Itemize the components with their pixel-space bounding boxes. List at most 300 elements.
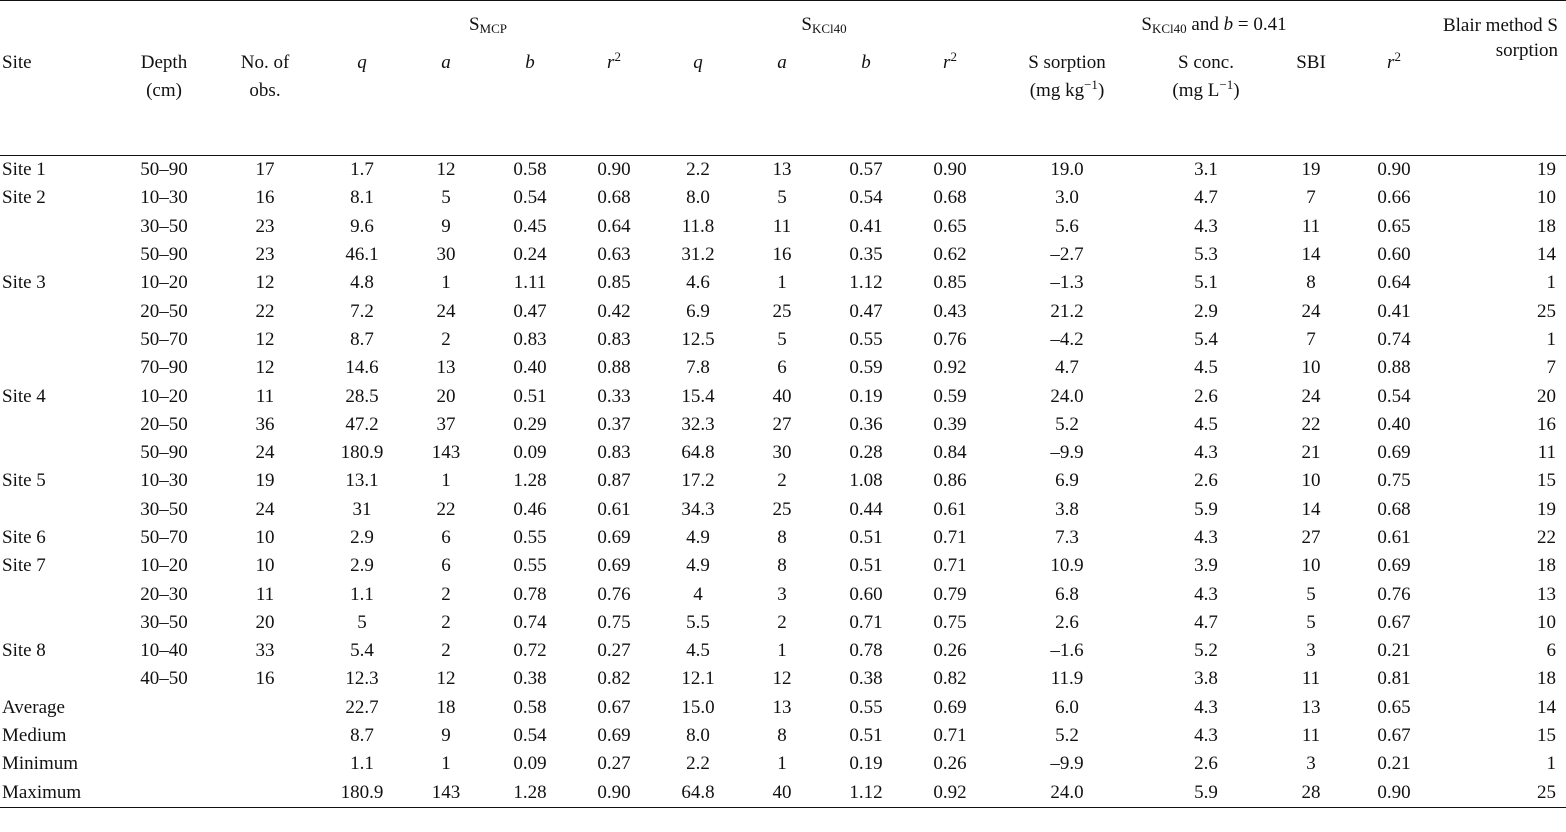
- cell-obs: 33: [255, 640, 275, 662]
- cell-s-sorption: 5.6: [1055, 215, 1079, 237]
- cell-mcp-b: 0.54: [513, 725, 547, 747]
- cell-kcl-r2: 0.59: [933, 385, 967, 407]
- table-row: [0, 269, 1566, 297]
- cell-kcl-a: 30: [772, 442, 792, 464]
- cell-s-conc: 2.9: [1194, 300, 1218, 322]
- cell-obs: 16: [255, 668, 275, 690]
- cell-s-sorption: 2.6: [1055, 611, 1079, 633]
- cell-mcp-a: 5: [441, 187, 451, 209]
- cell-depth: 10–30: [140, 470, 188, 492]
- cell-kcl-q: 64.8: [681, 781, 715, 803]
- cell-mcp-b: 0.40: [513, 357, 547, 379]
- cell-kcl-r2: 0.61: [933, 498, 967, 520]
- cell-sbi: 28: [1301, 781, 1321, 803]
- cell-s-sorption: 5.2: [1055, 725, 1079, 747]
- cell-mcp-a: 30: [436, 244, 456, 266]
- cell-obs: 36: [255, 413, 275, 435]
- header-sorption: [992, 49, 1142, 156]
- cell-mcp-a: 12: [436, 159, 456, 181]
- header-kcl-q: [656, 49, 740, 156]
- table-row: [0, 439, 1566, 467]
- cell-s-conc: 5.2: [1194, 640, 1218, 662]
- cell-kcl-a: 25: [772, 498, 792, 520]
- cell-mcp-r2: 0.68: [597, 187, 631, 209]
- cell-mcp-q: 5.4: [350, 640, 374, 662]
- cell-obs: 10: [255, 527, 275, 548]
- cell-sbi: 3: [1306, 640, 1316, 662]
- cell-mcp-q: 28.5: [345, 385, 379, 407]
- cell-obs: 12: [255, 272, 275, 294]
- cell-kcl-b: 0.71: [849, 611, 883, 633]
- cell-mcp-q: 1.1: [350, 583, 374, 605]
- cell-blair-sorption: 25: [1537, 781, 1556, 803]
- table-row: [0, 552, 1566, 580]
- cell-mcp-a: 143: [431, 442, 461, 464]
- cell-site: [0, 354, 118, 382]
- cell-s-conc: 2.6: [1194, 385, 1218, 407]
- header-sorption-unit: (mg kg: [1029, 80, 1085, 101]
- cell-mcp-q: 7.2: [350, 300, 374, 322]
- cell-kcl-q: 8.0: [686, 725, 710, 747]
- cell-obs: 23: [255, 215, 275, 237]
- header-r-sup: 2: [1394, 49, 1401, 64]
- cell-mcp-a: 12: [436, 668, 456, 690]
- cell-s-sorption: –4.2: [1050, 328, 1084, 350]
- cell-kcl-q: 4.5: [686, 640, 710, 662]
- cell-kcl-a: 8: [777, 725, 787, 747]
- header-b-text: b: [861, 52, 871, 73]
- cell-mcp-a: 2: [441, 583, 451, 605]
- column-header-row: [0, 49, 1566, 156]
- cell-kcl-r2: 0.75: [933, 611, 967, 633]
- cell-obs: 22: [255, 300, 275, 322]
- cell-kcl-a: 8: [777, 527, 787, 548]
- table-row: [0, 722, 1566, 750]
- cell-kcl-r2: 0.86: [933, 470, 967, 492]
- cell-mcp-b: 0.51: [513, 385, 547, 407]
- cell-blair-sorption: 6: [1546, 640, 1556, 662]
- cell-obs: 24: [255, 442, 275, 464]
- cell-blair-sorption: 15: [1537, 470, 1556, 492]
- cell-mcp-a: 24: [436, 300, 456, 322]
- group-kclb-and: and: [1186, 13, 1224, 35]
- cell-kcl-b: 0.47: [849, 300, 883, 322]
- cell-s-conc: 4.3: [1194, 442, 1218, 464]
- cell-s-conc: 5.9: [1194, 498, 1218, 520]
- cell-kcl-q: 34.3: [681, 498, 715, 520]
- cell-mcp-r2: 0.69: [597, 527, 631, 548]
- header-a-text: a: [441, 52, 451, 73]
- cell-kcl-b: 0.44: [849, 498, 883, 520]
- cell-obs: 12: [255, 328, 275, 350]
- cell-blair-sorption: 19: [1537, 498, 1556, 520]
- cell-kcl-a: 2: [777, 611, 787, 633]
- cell-mcp-r2: 0.63: [597, 244, 631, 266]
- table-row: [0, 297, 1566, 325]
- cell-mcp-b: 1.11: [513, 272, 547, 294]
- cell-s-conc: 4.3: [1194, 215, 1218, 237]
- cell-kcl-q: 2.2: [686, 753, 710, 775]
- cell-kcl-q: 31.2: [681, 244, 715, 266]
- cell-kcl-b: 0.78: [849, 640, 883, 662]
- cell-site: Maximum: [2, 781, 82, 803]
- cell-s-conc: 5.9: [1194, 781, 1218, 803]
- cell-kclb-r2: 0.60: [1377, 244, 1411, 266]
- table-row: [0, 382, 1566, 410]
- cell-s-conc: 4.3: [1194, 725, 1218, 747]
- cell-sbi: 11: [1301, 725, 1321, 747]
- cell-s-sorption: 24.0: [1050, 385, 1084, 407]
- cell-mcp-r2: 0.69: [597, 555, 631, 577]
- cell-kcl-q: 64.8: [681, 442, 715, 464]
- cell-s-conc: 4.7: [1194, 187, 1218, 209]
- cell-mcp-a: 13: [436, 357, 456, 379]
- cell-mcp-a: 22: [436, 498, 456, 520]
- cell-mcp-b: 0.72: [513, 640, 547, 662]
- cell-obs: 12: [255, 357, 275, 379]
- cell-depth: 10–20: [140, 272, 188, 294]
- cell-sbi: 11: [1301, 215, 1321, 237]
- cell-kcl-b: 1.08: [849, 470, 883, 492]
- group-kcl-sub: KCl40: [811, 20, 847, 36]
- cell-mcp-b: 0.78: [513, 583, 547, 605]
- cell-mcp-r2: 0.61: [597, 498, 631, 520]
- cell-kcl-r2: 0.39: [933, 413, 967, 435]
- cell-site: [0, 326, 118, 354]
- cell-kclb-r2: 0.66: [1377, 187, 1411, 209]
- cell-kcl-b: 0.60: [849, 583, 883, 605]
- header-mcp-a: [404, 49, 488, 156]
- cell-mcp-r2: 0.76: [597, 583, 631, 605]
- cell-blair-sorption: 14: [1537, 244, 1556, 266]
- group-mcp-header: [320, 1, 656, 49]
- cell-s-conc: 2.6: [1194, 753, 1218, 775]
- cell-obs: [210, 779, 320, 808]
- cell-kclb-r2: 0.54: [1377, 385, 1411, 407]
- cell-mcp-b: 0.24: [513, 244, 547, 266]
- table-row: [0, 580, 1566, 608]
- cell-mcp-b: 1.28: [513, 781, 547, 803]
- cell-kcl-q: 15.4: [681, 385, 715, 407]
- cell-s-conc: 5.1: [1194, 272, 1218, 294]
- cell-kcl-a: 13: [772, 159, 792, 181]
- cell-blair-sorption: 7: [1546, 357, 1556, 379]
- header-depth: [118, 49, 210, 156]
- cell-depth: 10–40: [140, 640, 188, 662]
- cell-depth: 10–20: [140, 555, 188, 577]
- cell-blair-sorption: 22: [1537, 527, 1556, 548]
- cell-mcp-q: 31: [352, 498, 372, 520]
- cell-mcp-r2: 0.37: [597, 413, 631, 435]
- cell-blair-sorption: 1: [1546, 328, 1556, 350]
- header-r-text: r: [943, 52, 951, 73]
- table-row: [0, 467, 1566, 495]
- cell-site: [0, 665, 118, 693]
- cell-kcl-q: 17.2: [681, 470, 715, 492]
- header-conc-line1: S conc.: [1178, 52, 1234, 73]
- cell-sbi: 5: [1306, 611, 1316, 633]
- bottom-rule: [0, 807, 1566, 808]
- cell-depth: 20–30: [140, 583, 188, 605]
- header-sbi: SBI: [1296, 52, 1326, 73]
- cell-mcp-q: 14.6: [345, 357, 379, 379]
- cell-kcl-q: 4: [693, 583, 703, 605]
- cell-site: [0, 609, 118, 637]
- cell-mcp-r2: 0.42: [597, 300, 631, 322]
- header-depth-line2: (cm): [146, 80, 182, 101]
- cell-obs: 11: [255, 385, 275, 407]
- table-row: [0, 241, 1566, 269]
- cell-site: Site 8: [2, 640, 46, 662]
- cell-mcp-r2: 0.87: [597, 470, 631, 492]
- cell-kcl-q: 32.3: [681, 413, 715, 435]
- cell-s-sorption: 7.3: [1055, 527, 1079, 548]
- header-kcl-r2: [908, 49, 992, 156]
- table-row: [0, 411, 1566, 439]
- cell-site: [0, 439, 118, 467]
- cell-sbi: 11: [1301, 668, 1321, 690]
- cell-s-sorption: 24.0: [1050, 781, 1084, 803]
- cell-depth: 30–50: [140, 498, 188, 520]
- table-row: [0, 637, 1566, 665]
- header-kcl-a: [740, 49, 824, 156]
- cell-kcl-a: 27: [772, 413, 792, 435]
- header-r-text: r: [1387, 52, 1395, 73]
- cell-s-sorption: 10.9: [1050, 555, 1084, 577]
- cell-kcl-q: 15.0: [681, 696, 715, 718]
- cell-obs: [210, 750, 320, 778]
- cell-depth: 70–90: [140, 357, 188, 379]
- header-sorption-sup: −1: [1084, 77, 1098, 92]
- cell-site: Site 3: [2, 272, 46, 294]
- cell-depth: 50–70: [140, 527, 188, 548]
- cell-kcl-q: 11.8: [681, 215, 715, 237]
- cell-blair-sorption: 15: [1537, 725, 1556, 747]
- cell-kcl-r2: 0.82: [933, 668, 967, 690]
- cell-kclb-r2: 0.40: [1377, 413, 1411, 435]
- cell-mcp-b: 0.58: [513, 159, 547, 181]
- cell-mcp-a: 1: [441, 470, 451, 492]
- cell-mcp-q: 46.1: [345, 244, 379, 266]
- group-kclb-sub: KCl40: [1152, 20, 1187, 36]
- cell-depth: [118, 694, 210, 722]
- cell-kclb-r2: 0.90: [1377, 781, 1411, 803]
- cell-s-sorption: –2.7: [1050, 244, 1084, 266]
- cell-kcl-q: 5.5: [686, 611, 710, 633]
- cell-mcp-r2: 0.27: [597, 753, 631, 775]
- cell-kcl-q: 8.0: [686, 187, 710, 209]
- cell-kclb-r2: 0.68: [1377, 498, 1411, 520]
- cell-depth: 40–50: [140, 668, 188, 690]
- cell-kcl-r2: 0.90: [933, 159, 967, 181]
- cell-mcp-q: 8.7: [350, 328, 374, 350]
- cell-s-conc: 3.8: [1194, 668, 1218, 690]
- cell-mcp-q: 13.1: [345, 470, 379, 492]
- cell-depth: [118, 722, 210, 750]
- header-sorption-close: ): [1097, 80, 1105, 101]
- cell-kclb-r2: 0.67: [1377, 611, 1411, 633]
- cell-blair-sorption: 20: [1537, 385, 1556, 407]
- cell-kcl-b: 0.57: [849, 159, 883, 181]
- cell-mcp-a: 1: [441, 753, 451, 775]
- cell-kcl-a: 40: [772, 781, 792, 803]
- cell-blair-sorption: 18: [1537, 215, 1556, 237]
- cell-kcl-a: 8: [777, 555, 787, 577]
- cell-blair-sorption: 25: [1537, 300, 1556, 322]
- cell-site: [0, 297, 118, 325]
- cell-sbi: 27: [1301, 527, 1321, 548]
- cell-kcl-a: 1: [777, 272, 787, 294]
- cell-kcl-r2: 0.76: [933, 328, 967, 350]
- cell-kcl-r2: 0.69: [933, 696, 967, 718]
- cell-kcl-r2: 0.92: [933, 781, 967, 803]
- cell-sbi: 13: [1301, 696, 1321, 718]
- cell-mcp-b: 0.38: [513, 668, 547, 690]
- cell-mcp-a: 9: [441, 215, 451, 237]
- group-kcl-s: S: [801, 13, 812, 35]
- cell-kcl-q: 4.9: [686, 555, 710, 577]
- cell-s-sorption: 11.9: [1050, 668, 1084, 690]
- cell-kclb-r2: 0.65: [1377, 215, 1411, 237]
- cell-mcp-q: 2.9: [350, 527, 374, 548]
- header-conc-close: ): [1233, 80, 1240, 101]
- cell-mcp-b: 0.55: [513, 555, 547, 577]
- cell-obs: 24: [255, 498, 275, 520]
- cell-kcl-b: 0.59: [849, 357, 883, 379]
- cell-kcl-b: 0.51: [849, 555, 883, 577]
- cell-mcp-q: 12.3: [345, 668, 379, 690]
- cell-mcp-b: 0.09: [513, 753, 547, 775]
- cell-site: [0, 580, 118, 608]
- cell-kcl-q: 4.9: [686, 527, 710, 548]
- cell-site: Site 5: [2, 470, 46, 492]
- cell-sbi: 14: [1301, 244, 1321, 266]
- cell-s-sorption: –1.3: [1050, 272, 1084, 294]
- cell-mcp-a: 143: [431, 781, 461, 803]
- cell-s-conc: 3.1: [1194, 159, 1218, 181]
- cell-mcp-r2: 0.33: [597, 385, 631, 407]
- table-row: [0, 184, 1566, 212]
- cell-blair-sorption: 14: [1537, 696, 1556, 718]
- cell-mcp-q: 1.1: [350, 753, 374, 775]
- cell-s-sorption: 21.2: [1050, 300, 1084, 322]
- cell-kcl-b: 0.51: [849, 527, 883, 548]
- cell-kclb-r2: 0.65: [1377, 696, 1411, 718]
- cell-s-sorption: 6.0: [1055, 696, 1079, 718]
- cell-kclb-r2: 0.41: [1377, 300, 1411, 322]
- cell-depth: 50–90: [140, 244, 188, 266]
- cell-depth: 10–20: [140, 385, 188, 407]
- cell-depth: 50–90: [140, 159, 188, 181]
- table-row: [0, 779, 1566, 808]
- header-obs: [210, 49, 320, 156]
- cell-s-conc: 4.5: [1194, 413, 1218, 435]
- cell-kclb-r2: 0.90: [1377, 159, 1411, 181]
- group-kclb-s: S: [1141, 13, 1152, 35]
- header-mcp-b: [488, 49, 572, 156]
- cell-kcl-b: 1.12: [849, 781, 883, 803]
- cell-obs: 20: [255, 611, 275, 633]
- header-a-text: a: [777, 52, 787, 73]
- cell-site: [0, 496, 118, 524]
- cell-mcp-b: 0.47: [513, 300, 547, 322]
- cell-kcl-r2: 0.65: [933, 215, 967, 237]
- cell-site: Site 7: [2, 555, 46, 577]
- cell-depth: 30–50: [140, 611, 188, 633]
- cell-s-conc: 2.6: [1194, 470, 1218, 492]
- cell-mcp-a: 6: [441, 555, 451, 577]
- cell-kclb-r2: 0.69: [1377, 442, 1411, 464]
- table-row: [0, 694, 1566, 722]
- cell-s-conc: 5.4: [1194, 328, 1218, 350]
- header-r-text: r: [607, 52, 615, 73]
- header-depth-line1: Depth: [140, 52, 188, 73]
- cell-sbi: 19: [1301, 159, 1321, 181]
- cell-mcp-b: 0.58: [513, 696, 547, 718]
- cell-kcl-q: 7.8: [686, 357, 710, 379]
- cell-site: [0, 213, 118, 241]
- cell-kclb-r2: 0.67: [1377, 725, 1411, 747]
- cell-depth: 50–70: [140, 328, 188, 350]
- cell-site: Site 1: [2, 159, 46, 181]
- cell-kclb-r2: 0.88: [1377, 357, 1411, 379]
- cell-mcp-q: 1.7: [350, 159, 374, 181]
- cell-sbi: 5: [1306, 583, 1316, 605]
- cell-mcp-a: 2: [441, 640, 451, 662]
- cell-mcp-r2: 0.85: [597, 272, 631, 294]
- group-header-row: [0, 1, 1566, 49]
- cell-mcp-q: 8.1: [350, 187, 374, 209]
- cell-kcl-a: 3: [777, 583, 787, 605]
- cell-mcp-b: 0.29: [513, 413, 547, 435]
- cell-mcp-b: 0.74: [513, 611, 547, 633]
- cell-sbi: 7: [1306, 328, 1316, 350]
- table-row: [0, 156, 1566, 184]
- header-mcp-q: [320, 49, 404, 156]
- cell-site: Site 4: [2, 385, 46, 407]
- cell-kcl-a: 6: [777, 357, 787, 379]
- cell-kcl-r2: 0.68: [933, 187, 967, 209]
- cell-mcp-b: 0.46: [513, 498, 547, 520]
- cell-depth: 20–50: [140, 300, 188, 322]
- cell-mcp-r2: 0.90: [597, 781, 631, 803]
- cell-blair-sorption: 10: [1537, 611, 1556, 633]
- cell-kcl-r2: 0.79: [933, 583, 967, 605]
- cell-mcp-r2: 0.82: [597, 668, 631, 690]
- cell-sbi: 22: [1301, 413, 1321, 435]
- header-r-sup: 2: [950, 49, 957, 64]
- cell-obs: 10: [255, 555, 275, 577]
- cell-kcl-a: 2: [777, 470, 787, 492]
- cell-sbi: 24: [1301, 385, 1321, 407]
- cell-blair-sorption: 19: [1537, 159, 1556, 181]
- cell-obs: 11: [255, 583, 275, 605]
- table-row: [0, 665, 1566, 693]
- header-site: Site: [2, 52, 32, 73]
- cell-s-sorption: –9.9: [1050, 753, 1084, 775]
- cell-kclb-r2: 0.21: [1377, 753, 1411, 775]
- cell-mcp-r2: 0.90: [597, 159, 631, 181]
- header-q-text: q: [693, 52, 703, 73]
- cell-kclb-r2: 0.74: [1377, 328, 1411, 350]
- cell-s-sorption: –9.9: [1050, 442, 1084, 464]
- cell-blair-sorption: 10: [1537, 187, 1556, 209]
- cell-kclb-r2: 0.75: [1377, 470, 1411, 492]
- header-kclb-r2: [1352, 49, 1436, 156]
- cell-kcl-a: 40: [772, 385, 792, 407]
- cell-kcl-a: 13: [772, 696, 792, 718]
- cell-site: Average: [2, 696, 65, 718]
